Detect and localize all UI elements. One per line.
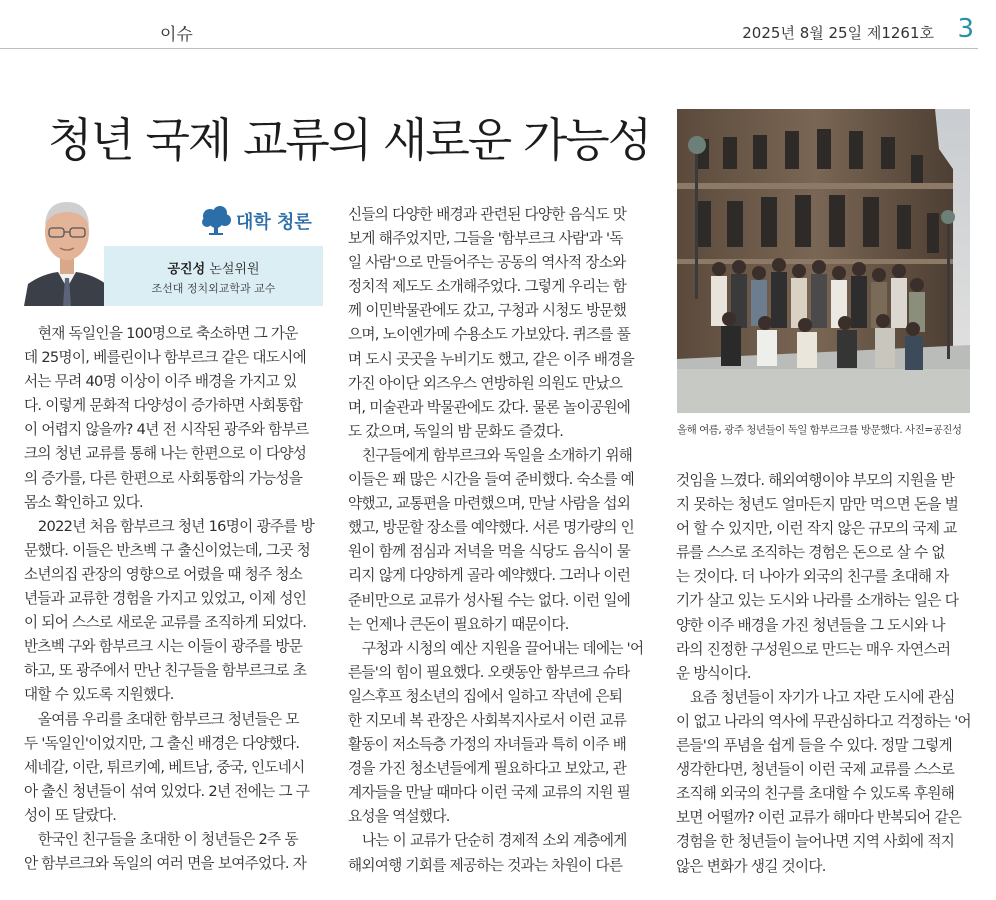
article-line: 않은 변화가 생길 것이다. (676, 857, 826, 875)
article-line: 소년의집 관장의 영향으로 어렸을 때 청주 청소 (24, 565, 303, 583)
article-line: 계자들을 만날 때마다 이런 국제 교류의 지원 필 (348, 784, 631, 802)
article-line: 활동이 저소득층 가정의 자녀들과 특히 이주 배 (348, 736, 627, 754)
article-line: 양한 이주 배경을 가진 청년들을 그 도시와 나 (676, 616, 945, 634)
article-line: 원이 함께 점심과 저녁을 먹을 식당도 음식이 물 (348, 543, 631, 561)
header-rule (0, 48, 978, 49)
article-line: 어 할 수 있지만, 이런 작지 않은 규모의 국제 교 (676, 520, 957, 538)
article-column-2 (348, 203, 650, 878)
author-portrait (24, 192, 110, 306)
article-line: 께 이민박물관에도 갔고, 구청과 시청도 방문했 (348, 302, 627, 320)
article-column-1 (24, 322, 325, 876)
article-line: 성이 또 달랐다. (24, 806, 117, 824)
byline-box (104, 246, 323, 306)
page-number: 3 (957, 14, 974, 44)
article-line: 의 증가를, 다른 한편으로 사회통합의 가능성을 (24, 469, 303, 487)
article-line: 구청과 시청의 예산 지원을 끌어내는 데에는 '어 (348, 639, 644, 657)
article-line: 경험을 한 청년들이 늘어나면 지역 사회에 적지 (676, 833, 955, 851)
article-line: 른들'의 푸념을 쉽게 들을 수 있다. 정말 그렇게 (676, 737, 952, 755)
section-label: 이슈 (160, 25, 193, 45)
article-line: 반츠벡 구와 함부르크 시는 이들이 광주를 방문 (24, 638, 303, 656)
article-line: 약했고, 교통편을 마련했으며, 만날 사람을 섭외 (348, 495, 631, 513)
article-line: 2022년 처음 함부르크 청년 16명이 광주를 방 (24, 517, 315, 535)
column-badge (200, 206, 312, 236)
article-line: 며, 미술관과 박물관에도 갔다. 물론 놀이공원에 (348, 398, 631, 416)
article-column-3 (676, 469, 975, 879)
article-line: 리지 않게 다양하게 골라 예약했다. 그러나 이런 (348, 567, 631, 585)
article-line: 했고, 방문할 장소를 예약했다. 서른 명가량의 인 (348, 519, 635, 537)
article-line: 생각한다면, 청년들이 이런 국제 교류를 스스로 (676, 761, 955, 779)
article-line: 해외여행 기회를 제공하는 것과는 차원이 다른 (348, 856, 623, 874)
article-photo (677, 109, 970, 413)
article-line: 조직해 외국의 친구를 초대할 수 있도록 후원해 (676, 785, 955, 803)
article-line: 일 사람'으로 만들어주는 공동의 역사적 장소와 (348, 254, 626, 272)
article-line: 이 어렵지 않을까? 4년 전 시작된 광주와 함부르 (24, 421, 309, 439)
article-line: 대할 수 있도록 지원했다. (24, 686, 174, 704)
article-line: 두 '독일인'이었지만, 그 출신 배경은 다양했다. (24, 734, 300, 752)
article-line: 올여름 우리를 초대한 함부르크 청년들은 모 (24, 710, 299, 728)
article-line: 으며, 노이엔가메 수용소도 가보았다. 퀴즈를 풀 (348, 326, 631, 344)
article-line: 른들'의 힘이 필요했다. 오랫동안 함부르크 슈타 (348, 663, 630, 681)
article-line: 아 출신 청년들이 섞여 있었다. 2년 전에는 그 구 (24, 782, 310, 800)
article-line: 일스후프 청소년의 집에서 일하고 작년에 은퇴 (348, 687, 623, 705)
article-line: 년들과 교류한 경험을 가지고 있었고, 이제 성인 (24, 590, 307, 608)
article-line: 현재 독일인을 100명으로 축소하면 그 가운 (24, 325, 298, 342)
article-line: 한국인 친구들을 초대한 이 청년들은 2주 동 (24, 830, 298, 848)
article-line: 문했다. 이들은 반츠벡 구 출신이었는데, 그곳 청 (24, 541, 311, 559)
article-line: 가진 아이단 외즈우스 연방하원 의원도 만났으 (348, 374, 623, 392)
article-line: 친구들에게 함부르크와 독일을 소개하기 위해 (348, 446, 633, 464)
article-line: 도 갔으며, 독일의 밤 문화도 즐겼다. (348, 422, 564, 440)
article-line: 류를 스스로 조직하는 경험은 돈으로 살 수 없 (676, 544, 945, 562)
article-line: 는 것이다. 더 나아가 외국의 친구를 초대해 자 (676, 568, 949, 586)
article-line: 데 25명이, 베를린이나 함부르크 같은 대도시에 (24, 349, 306, 367)
article-line: 하고, 또 광주에서 만난 친구들을 함부르크로 초 (24, 662, 307, 680)
article-line: 경을 가진 청소년들에게 필요하다고 보았고, 관 (348, 760, 627, 778)
article-line: 요즘 청년들이 자기가 나고 자란 도시에 관심 (676, 688, 955, 706)
article-line: 것임을 느꼈다. 해외여행이야 부모의 지원을 받 (676, 472, 955, 489)
article-line: 세네갈, 이란, 튀르키예, 베트남, 중국, 인도네시 (24, 758, 305, 776)
article-line: 는 언제나 큰돈이 필요하기 때문이다. (348, 615, 569, 633)
article-title: 청년 국제 교류의 새로운 가능성 (48, 113, 651, 167)
article-line: 이 되어 스스로 새로운 교류를 조직하게 되었다. (24, 614, 307, 632)
article-line: 몸소 확인하고 있다. (24, 493, 143, 511)
article-line: 서는 무려 40명 이상이 이주 배경을 가지고 있 (24, 373, 297, 391)
author-affiliation: 조선대 정치외교학과 교수 (151, 282, 276, 295)
article-line: 신들의 다양한 배경과 관련된 다양한 음식도 맛 (348, 206, 627, 223)
author-name: 공진성 (167, 262, 206, 277)
article-line: 한 지모네 복 관장은 사회복지사로서 이런 교류 (348, 711, 627, 729)
article-line: 라의 진정한 구성원으로 만드는 매우 자연스러 (676, 640, 951, 658)
article-line: 안 함부르크와 독일의 여러 면을 보여주었다. 자 (24, 855, 307, 873)
tree-icon (200, 206, 232, 236)
article-line: 나는 이 교류가 단순히 경제적 소외 계층에게 (348, 832, 627, 850)
article-line: 준비만으로 교류가 성사될 수는 없다. 이런 일에 (348, 591, 631, 609)
article-line: 다. 이렇게 문화적 다양성이 증가하면 사회통합 (24, 397, 303, 415)
article-line: 기가 살고 있는 도시와 나라를 소개하는 일은 다 (676, 592, 959, 610)
article-line: 운 방식이다. (676, 664, 751, 682)
author-role: 논설위원 (209, 262, 260, 277)
article-line: 크의 청년 교류를 통해 나는 한편으로 이 다양성 (24, 445, 307, 463)
column-name: 대학 청론 (236, 212, 312, 233)
article-line: 지 못하는 청년도 얼마든지 맘만 먹으면 돈을 벌 (676, 496, 959, 514)
article-line: 이들은 꽤 많은 시간을 들여 준비했다. 숙소를 예 (348, 471, 635, 489)
article-line: 며 도시 곳곳을 누비기도 했고, 같은 이주 배경을 (348, 350, 635, 368)
article-line: 이 없고 나라의 역사에 무관심하다고 걱정하는 '어 (676, 712, 971, 730)
issue-date: 2025년 8월 25일 제1261호 (742, 24, 934, 42)
article-line: 정치적 제도도 소개해주었다. 그렇게 우리는 함 (348, 278, 627, 296)
article-line: 보면 어떨까? 이런 교류가 해마다 반복되어 같은 (676, 809, 962, 827)
article-line: 요성을 역설했다. (348, 808, 450, 826)
photo-caption: 올해 여름, 광주 청년들이 독일 함부르크를 방문했다. 사진=공진성 (677, 424, 962, 436)
article-line: 보게 해주었지만, 그들을 '함부르크 사람'과 '독 (348, 230, 623, 248)
